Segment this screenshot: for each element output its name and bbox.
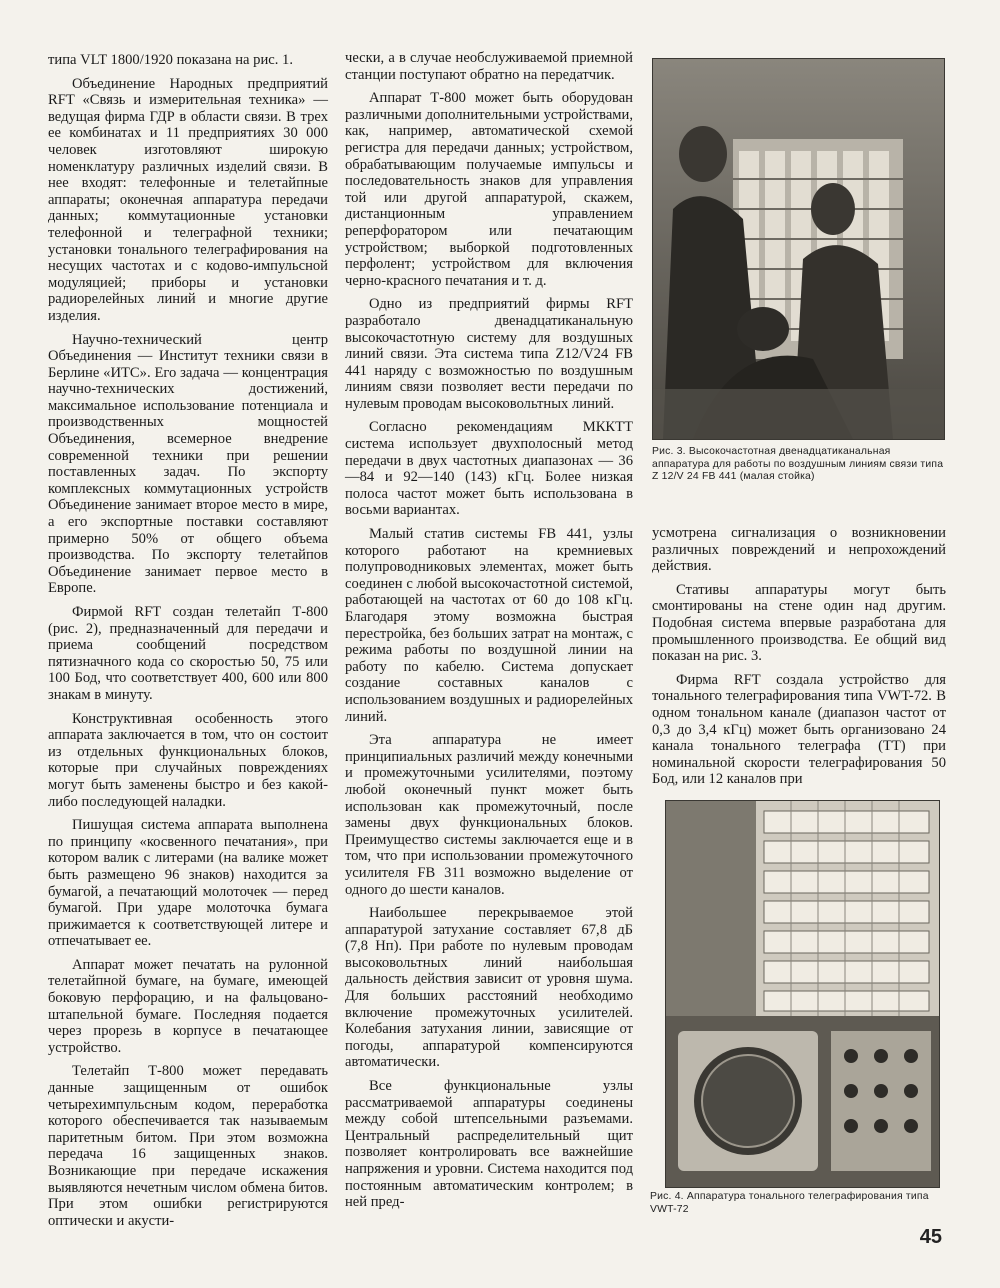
paragraph: Согласно рекомендациям МККТТ система использует двухполосный метод передачи в двух частотных диапазонах — 36—84 и 92—140 (143) кГц. Более низкая полоса частот может быть использована в восьми вариантах. — [345, 419, 633, 519]
page-number: 45 — [919, 1226, 942, 1248]
paragraph: Конструктивная особенность этого аппарата заключается в том, что он состоит из отдельных функциональных блоков, которые при случайных повреждениях могут быть заменены быстро и без какой-либо последующей наладки. — [48, 710, 328, 810]
equipment-photo-illustration — [653, 59, 944, 439]
figure-3-photo — [652, 58, 945, 440]
paragraph: Пишущая система аппарата выполнена по принципу «косвенного печатания», при котором валик с литерами (на валике может быть размещено 96 знаков) находится за бумагой, а печатающий молоточек — перед бумагой. При ударе молоточка бумага прижимается к соответствующей литере и отпечатывает ее. — [48, 817, 328, 950]
paragraph: типа VLT 1800/1920 показана на рис. 1. — [48, 52, 294, 68]
figure-3-caption: Рис. 3. Высокочастотная двенадцатиканальная аппаратура для работы по воздушным линиям связи типа Z 12/V 24 FB 441 (малая стойка) — [652, 446, 944, 483]
telegraph-equipment-illustration — [666, 801, 939, 1187]
paragraph: Объединение Народных предприятий RFT «Связь и измерительная техника» — ведущая фирма ГДР в области связи. В трех ее комбинатах и 11 предприятиях 30 000 человек изготовляют широкую номенклатуру различных изделий связи. В нее входят: телефонные и телетайпные аппараты; оконечная аппаратура передачи данных; коммутационные установки телефонной и телеграфной техники; установки тонального телеграфирования на несущих частотах и с кодово-импульсной модуляцией; приборы и установки радиорелейных линий и многие другие изделия. — [48, 75, 328, 324]
paragraph: Наибольшее перекрываемое этой аппаратурой затухание составляет 67,8 дБ (7,8 Нп). При работе по нулевым проводам высоковольтных линий наибольшая дальность действия зависит от уровня шума. Для больших расстояний необходимо включение промежуточных усилителей. Колебания затухания линии, зависящие от погоды, аппаратурой компенсируются автоматически. — [345, 905, 633, 1071]
text-column-1 — [48, 52, 328, 1236]
paragraph: Одно из предприятий фирмы RFT разработало двенадцатиканальную высокочастотную систему для воздушных линий связи. Эта система типа Z12/V24 FB 441 наряду с возможностью по воздушным линиям связи позволяет вести передачи по нулевым проводам высоковольтных линий. — [345, 296, 633, 412]
figure-4-photo — [665, 800, 940, 1188]
paragraph: Фирмой RFT создан телетайп Т-800 (рис. 2), предназначенный для передачи и приема сообщений посредством пятизначного кода со скоростью 50, 75 или 100 Бод, что соответствует 400, 600 или 800 знакам в минуту. — [48, 604, 328, 703]
paragraph: Аппарат может печатать на рулонной телетайпной бумаге, на бумаге, имеющей боковую перфорацию, и на фальцовано-штапельной бумаге. Последняя подается через прорезь в корпусе в печатающее устройство. — [48, 956, 328, 1056]
paragraph: Фирма RFT создала устройство для тонального телеграфирования типа VWT-72. В одном тональном канале (диапазон частот от 0,3 до 3,4 кГц) может быть организовано 24 канала тонального телеграфа (ТТ) при номинальной скорости телеграфирования 50 Бод, или 12 каналов при — [652, 671, 946, 788]
paragraph: Стативы аппаратуры могут быть смонтированы на стене один над другим. Подобная система впервые разработана для промышленного производства. Ее общий вид показан на рис. 3. — [652, 581, 946, 665]
paragraph: чески, а в случае необслуживаемой приемной станции поступают обратно на передатчик. — [345, 50, 633, 83]
figure-4-caption: Рис. 4. Аппаратура тонального телеграфирования типа VWT-72 — [650, 1191, 929, 1215]
text-column-2 — [345, 50, 633, 1218]
paragraph: Все функциональные узлы рассматриваемой аппаратуры соединены между собой штепсельными разъемами. Центральный распределительный щит позволяет контролировать все важнейшие напряжения и уровни. Система находится под постоянным автоматическим контролем; в ней пред- — [345, 1078, 633, 1211]
paragraph: Аппарат Т-800 может быть оборудован различными дополнительными устройствами, как, например, автоматической схемой регистра для передачи данных; устройством, обрабатывающим получаемые импульсы и последовательность знаков для управления той или другой аппаратурой, скажем, дистанционным управлением реперфоратором или печатающим устройством; выборкой подготовленных перфолент; устройством для включения черно-красного печатания и т. д. — [345, 90, 633, 289]
paragraph: Телетайп Т-800 может передавать данные защищенным от ошибок четырехимпульсным кодом, переработка которого обеспечивается так называемым паритетным битом. При этом возможна передача 16 защищенных знаков. Возникающие при передаче искажения выявляются нечетным числом обмена битов. При этом ошибки регистрируются оптически и акусти- — [48, 1063, 328, 1229]
paragraph: Малый статив системы FB 441, узлы которого работают на кремниевых полупроводниковых элементах, может быть соединен с любой высокочастотной системой, работающей на частотах от 60 до 108 кГц. Благодаря этому возможна быстрая перестройка, без больших затрат на монтаж, с режима работы по воздушной линии на работу по кабелю. Система допускает создание составных каналов с использованием воздушных и радиорелейных линий. — [345, 526, 633, 725]
paragraph: усмотрена сигнализация о возникновении различных повреждений и непрохождений действия. — [652, 525, 946, 575]
paragraph: Научно-технический центр Объединения — Институт техники связи в Берлине «ИТС». Его задача — концентрация научно-технических достижений, максимальное использование потенциала и производственных мощностей Объединения, всемерное внедрение современной техники при решении поставленных задач. По экспорту комплексных коммутационных устройств Объединение занимает второе место в мире, а его экспортные поставки составляют примерно 50% от общего объема производства. По экспорту телетайпов Объединение занимает первое место в Европе. — [48, 331, 328, 597]
text-column-3 — [652, 525, 946, 795]
paragraph: Эта аппаратура не имеет принципиальных различий между конечными и промежуточными усилителями, поэтому любой оконечный пункт может быть использован как промежуточный, после замены двух функциональных блоков. Преимущество системы заключается еще и в том, что при использовании промежуточного усилителя FB 311 возможно выделение от одного до шести каналов. — [345, 732, 633, 898]
